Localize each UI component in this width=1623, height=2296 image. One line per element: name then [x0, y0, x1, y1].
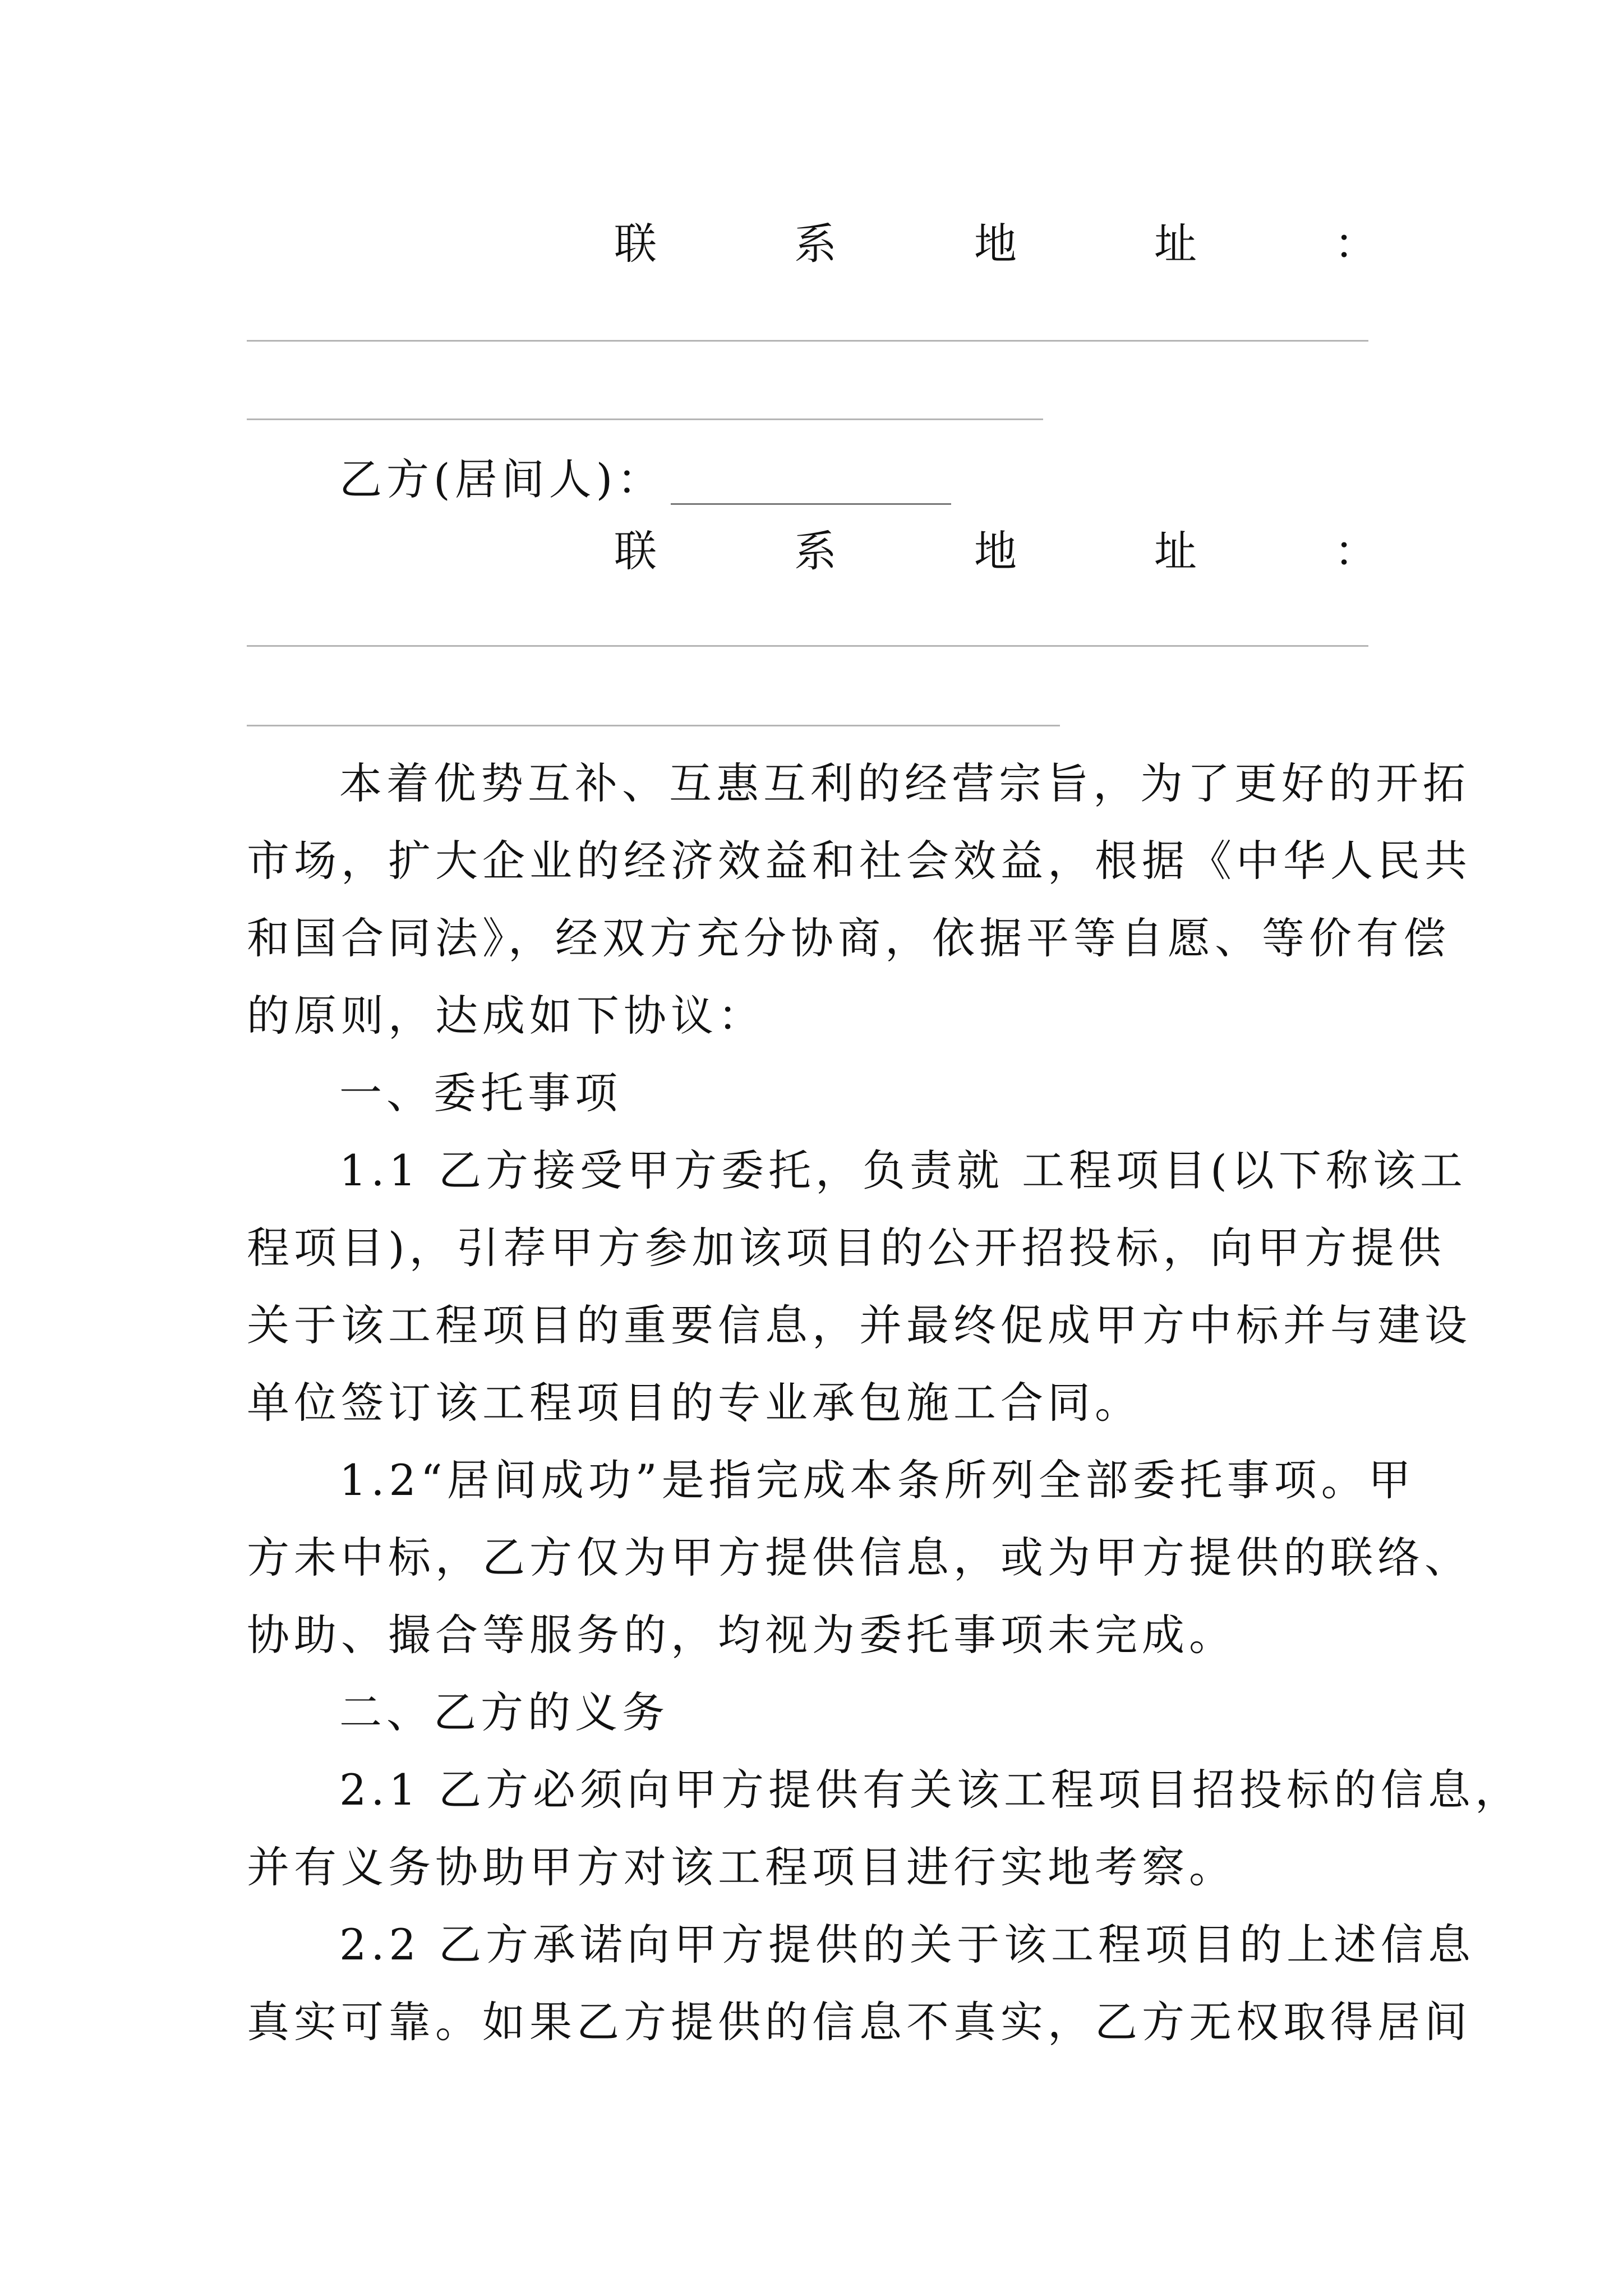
body-line: 程项目)，引荐甲方参加该项目的公开招投标，向甲方提供 [247, 1223, 1446, 1273]
char: 址 [1154, 526, 1197, 576]
char: 系 [794, 526, 837, 576]
body-line: 本着优势互补、互惠互利的经营宗旨，为了更好的开拓 [339, 758, 1470, 808]
contact-address-label-1 [614, 219, 1377, 269]
body-line: 单位签订该工程项目的专业承包施工合同。 [247, 1378, 1142, 1428]
address-rule-1a [247, 340, 1368, 342]
char: 地 [974, 526, 1017, 576]
body-line: 和国合同法》，经双方充分协商，依据平等自愿、等价有偿 [247, 913, 1450, 963]
address-rule-2b [247, 725, 1060, 726]
party-b-line [339, 454, 951, 505]
body-line: 的原则，达成如下协议： [247, 991, 765, 1041]
body-line: 2.2 乙方承诺向甲方提供的关于该工程项目的上述信息 [339, 1920, 1476, 1970]
char: 系 [794, 219, 837, 269]
party-b-blank [671, 464, 951, 505]
contact-address-label-2 [614, 526, 1377, 577]
body-line: 2.1 乙方必须向甲方提供有关该工程项目招投标的信息， [339, 1765, 1523, 1815]
char: 地 [974, 219, 1017, 269]
body-line: 1.1 乙方接受甲方委托，负责就 工程项目(以下称该工 [339, 1145, 1467, 1195]
char: ： [1334, 526, 1377, 576]
body-line: 真实可靠。如果乙方提供的信息不真实，乙方无权取得居间 [247, 1997, 1472, 2047]
address-rule-2a [247, 645, 1368, 647]
section-heading: 二、乙方的义务 [339, 1687, 669, 1737]
body-line: 并有义务协助甲方对该工程项目进行实地考察。 [247, 1842, 1236, 1892]
body-line: 市场，扩大企业的经济效益和社会效益，根据《中华人民共 [247, 836, 1472, 886]
body-line: 方未中标，乙方仅为甲方提供信息，或为甲方提供的联络、 [247, 1533, 1472, 1582]
char: 联 [614, 219, 657, 269]
char: 址 [1154, 219, 1197, 269]
party-b-label: 乙方(居间人)： [339, 454, 665, 504]
char: 联 [614, 526, 657, 576]
section-heading: 一、委托事项 [339, 1068, 622, 1118]
char: ： [1334, 219, 1377, 269]
body-line: 1.2“居间成功”是指完成本条所列全部委托事项。甲 [339, 1455, 1415, 1505]
body-line: 协助、撮合等服务的，均视为委托事项未完成。 [247, 1610, 1236, 1660]
body-line: 关于该工程项目的重要信息，并最终促成甲方中标并与建设 [247, 1300, 1472, 1350]
address-rule-1b [247, 418, 1043, 420]
